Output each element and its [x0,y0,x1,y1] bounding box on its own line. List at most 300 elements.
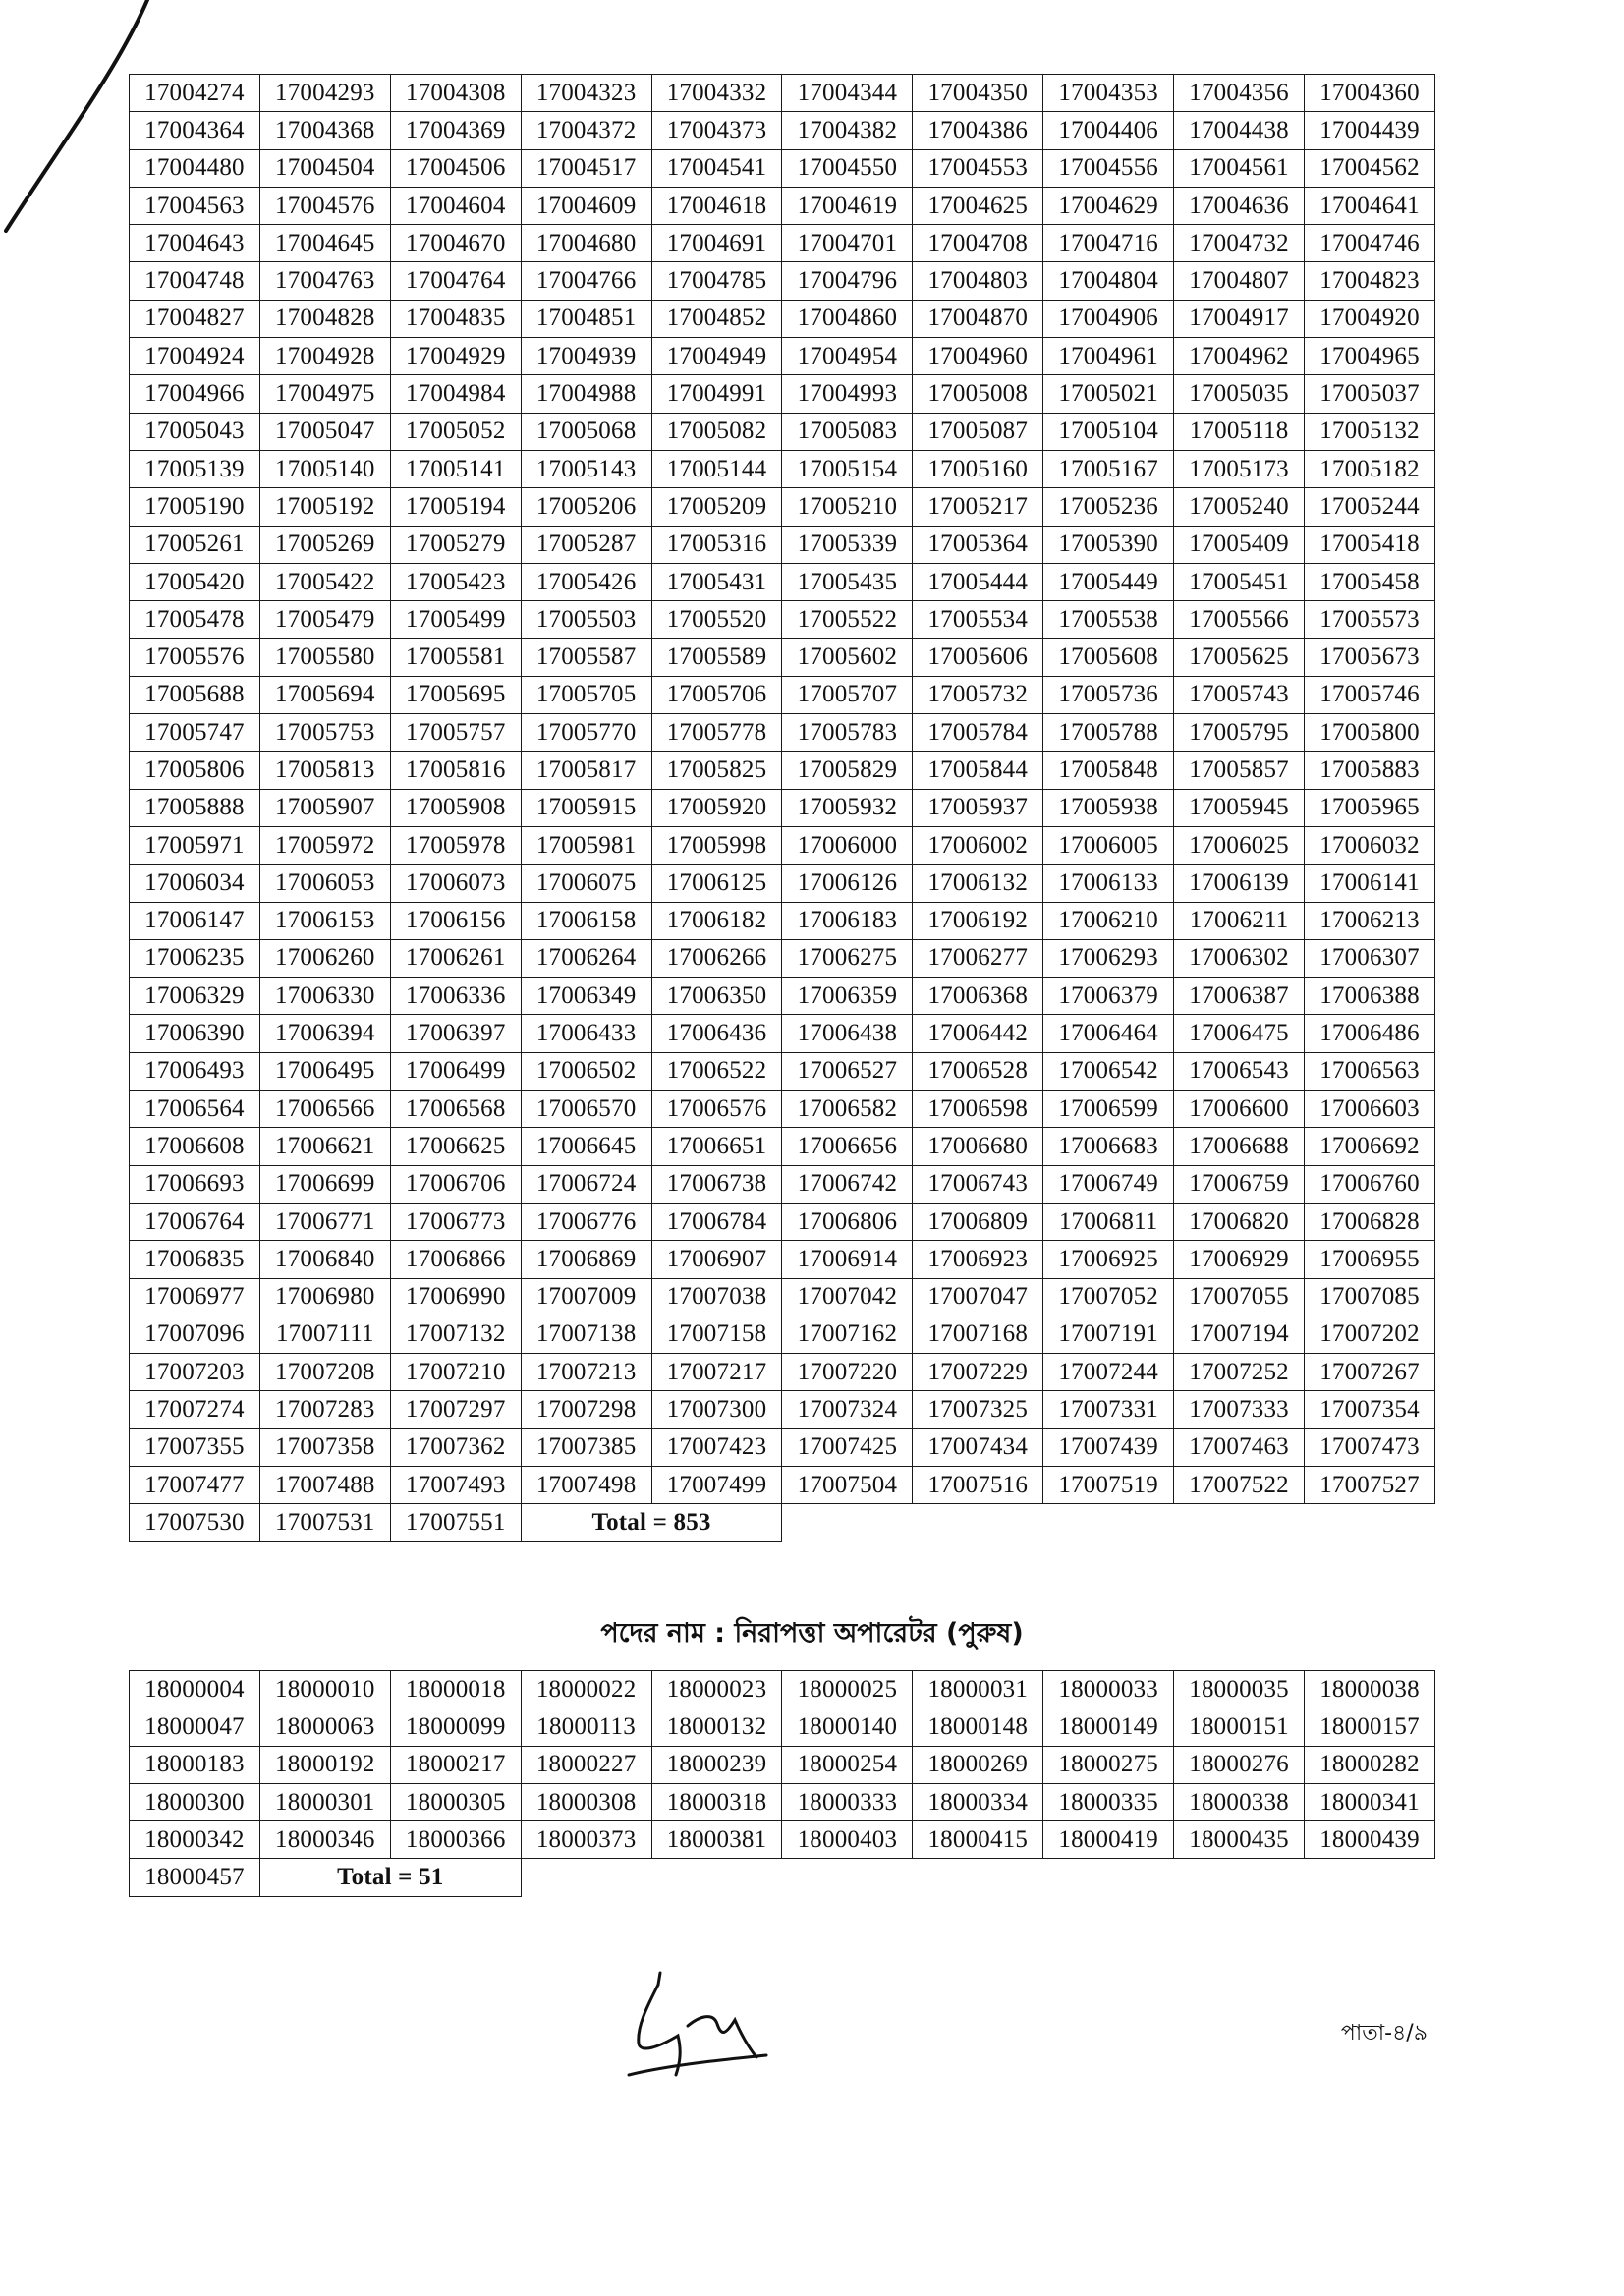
empty-cell [1174,1504,1305,1541]
roll-number-cell: 17005035 [1174,375,1305,413]
roll-number-cell: 17005269 [259,526,390,563]
table-row [130,676,1435,713]
roll-number-cell: 17006828 [1305,1203,1435,1240]
roll-number-cell: 17005589 [651,639,782,676]
roll-number-cell: 17004618 [651,187,782,224]
roll-number-cell: 17006656 [782,1128,913,1165]
roll-number-cell: 17006680 [913,1128,1043,1165]
table-row [130,826,1435,864]
roll-number-cell: 17007522 [1174,1466,1305,1503]
roll-number-cell: 17006235 [130,939,260,977]
roll-number-cell: 17005008 [913,375,1043,413]
roll-number-cell: 17006692 [1305,1128,1435,1165]
roll-number-cell: 17004852 [651,300,782,337]
roll-number-cell: 17004604 [390,187,521,224]
roll-number-table-2 [129,1670,1435,1897]
roll-number-cell: 17004641 [1305,187,1435,224]
roll-number-cell: 17006499 [390,1052,521,1090]
roll-number-cell: 17004373 [651,112,782,149]
roll-number-cell: 17006182 [651,902,782,939]
roll-number-cell: 17006773 [390,1203,521,1240]
roll-number-cell: 17006330 [259,978,390,1015]
roll-number-cell: 17005784 [913,714,1043,752]
roll-number-cell: 17006914 [782,1241,913,1278]
roll-number-cell: 17006990 [390,1278,521,1316]
roll-number-cell: 17007194 [1174,1316,1305,1353]
roll-number-cell: 17006388 [1305,978,1435,1015]
table-row [130,1354,1435,1391]
roll-number-cell: 17005817 [521,752,651,789]
roll-number-cell: 17005788 [1043,714,1174,752]
roll-number-cell: 18000318 [651,1783,782,1820]
roll-number-cell: 17007244 [1043,1354,1174,1391]
roll-number-cell: 17004807 [1174,262,1305,300]
table-row [130,526,1435,563]
roll-number-cell: 17005829 [782,752,913,789]
table-row [130,1203,1435,1240]
roll-number-cell: 18000275 [1043,1746,1174,1783]
roll-number-cell: 17004561 [1174,149,1305,187]
roll-number-cell: 17004961 [1043,338,1174,375]
roll-number-cell: 17005021 [1043,375,1174,413]
table-row [130,1052,1435,1090]
roll-number-cell: 17005800 [1305,714,1435,752]
roll-number-cell: 17005478 [130,601,260,639]
roll-number-cell: 18000151 [1174,1708,1305,1746]
roll-number-cell: 17006621 [259,1128,390,1165]
roll-number-cell: 18000239 [651,1746,782,1783]
empty-cell [913,1504,1043,1541]
roll-number-cell: 17005339 [782,526,913,563]
roll-number-cell: 17007297 [390,1391,521,1428]
table-row [130,789,1435,826]
roll-number-cell: 17006809 [913,1203,1043,1240]
roll-number-cell: 17006126 [782,865,913,902]
roll-number-cell: 17004364 [130,112,260,149]
roll-number-cell: 17006866 [390,1241,521,1278]
roll-number-cell: 18000373 [521,1821,651,1859]
roll-number-cell: 17006025 [1174,826,1305,864]
roll-number-cell: 18000403 [782,1821,913,1859]
roll-number-cell: 17005431 [651,563,782,600]
roll-number-cell: 17006502 [521,1052,651,1090]
roll-number-cell: 17006002 [913,826,1043,864]
roll-number-cell: 17006397 [390,1015,521,1052]
roll-number-cell: 17005907 [259,789,390,826]
roll-number-cell: 17006277 [913,939,1043,977]
roll-number-cell: 17004929 [390,338,521,375]
total-count-cell: Total = 51 [259,1859,521,1896]
roll-number-cell: 17006293 [1043,939,1174,977]
table-row [130,112,1435,149]
roll-number-cell: 18000025 [782,1671,913,1708]
roll-number-cell: 17007493 [390,1466,521,1503]
roll-number-cell: 17005883 [1305,752,1435,789]
roll-number-cell: 17004670 [390,225,521,262]
empty-cell [913,1859,1043,1896]
roll-number-cell: 17007202 [1305,1316,1435,1353]
empty-cell [782,1504,913,1541]
roll-number-cell: 17006183 [782,902,913,939]
section-heading: পদের নাম : নিরাপত্তা অপারেটর (পুরুষ) [600,1618,1024,1649]
roll-number-cell: 17005695 [390,676,521,713]
roll-number-cell: 17005806 [130,752,260,789]
roll-number-cell: 17006495 [259,1052,390,1090]
table-row [130,939,1435,977]
roll-number-cell: 17004827 [130,300,260,337]
roll-number-cell: 17006743 [913,1165,1043,1203]
roll-number-cell: 17006760 [1305,1165,1435,1203]
roll-number-cell: 17004924 [130,338,260,375]
roll-number-cell: 17006749 [1043,1165,1174,1203]
roll-number-cell: 18000457 [130,1859,260,1896]
roll-number-cell: 17006977 [130,1278,260,1316]
empty-cell [1174,1859,1305,1896]
roll-number-cell: 17006598 [913,1091,1043,1128]
roll-number-cell: 17005144 [651,450,782,487]
roll-number-cell: 17005139 [130,450,260,487]
roll-number-cell: 17006475 [1174,1015,1305,1052]
roll-number-cell: 17004764 [390,262,521,300]
roll-number-cell: 17007498 [521,1466,651,1503]
roll-number-cell: 17006645 [521,1128,651,1165]
roll-number-cell: 17004949 [651,338,782,375]
roll-number-cell: 17005316 [651,526,782,563]
roll-number-cell: 17007009 [521,1278,651,1316]
roll-number-cell: 17005888 [130,789,260,826]
roll-number-cell: 17005209 [651,488,782,526]
roll-number-cell: 17006522 [651,1052,782,1090]
roll-number-cell: 17006073 [390,865,521,902]
roll-number-cell: 17005753 [259,714,390,752]
roll-number-cell: 17004382 [782,112,913,149]
roll-number-cell: 17004308 [390,75,521,112]
roll-number-cell: 17007111 [259,1316,390,1353]
roll-number-cell: 17004323 [521,75,651,112]
roll-number-cell: 17007298 [521,1391,651,1428]
roll-number-cell: 17006486 [1305,1015,1435,1052]
table-row [130,1428,1435,1466]
roll-number-cell: 17004353 [1043,75,1174,112]
roll-number-cell: 17006771 [259,1203,390,1240]
roll-number-cell: 17006600 [1174,1091,1305,1128]
table-row [130,375,1435,413]
roll-number-cell: 17006464 [1043,1015,1174,1052]
table-row [130,262,1435,300]
empty-cell [651,1859,782,1896]
roll-number-cell: 17006543 [1174,1052,1305,1090]
roll-number-cell: 17006307 [1305,939,1435,977]
roll-number-cell: 17004406 [1043,112,1174,149]
roll-number-cell: 17007042 [782,1278,913,1316]
roll-number-cell: 17004553 [913,149,1043,187]
table-row [130,865,1435,902]
roll-number-cell: 17007362 [390,1428,521,1466]
roll-number-cell: 17006811 [1043,1203,1174,1240]
table-row [130,1128,1435,1165]
roll-number-cell: 17005420 [130,563,260,600]
roll-number-cell: 18000217 [390,1746,521,1783]
roll-number-cell: 17006724 [521,1165,651,1203]
roll-number-cell: 17007473 [1305,1428,1435,1466]
roll-number-cell: 17004629 [1043,187,1174,224]
roll-number-cell: 17005732 [913,676,1043,713]
roll-number-cell: 18000023 [651,1671,782,1708]
roll-number-cell: 17006153 [259,902,390,939]
roll-number-cell: 17006379 [1043,978,1174,1015]
roll-number-cell: 17005915 [521,789,651,826]
roll-number-cell: 17006260 [259,939,390,977]
roll-number-cell: 18000334 [913,1783,1043,1820]
roll-number-cell: 17004386 [913,112,1043,149]
roll-number-cell: 17006651 [651,1128,782,1165]
roll-number-cell: 17004804 [1043,262,1174,300]
roll-number-cell: 17006390 [130,1015,260,1052]
empty-cell [1305,1859,1435,1896]
roll-number-cell: 17005182 [1305,450,1435,487]
roll-number-cell: 17005971 [130,826,260,864]
roll-number-cell: 17005422 [259,563,390,600]
roll-number-cell: 17006564 [130,1091,260,1128]
roll-number-table-1 [129,74,1435,1542]
roll-number-cell: 18000004 [130,1671,260,1708]
table-row [130,1783,1435,1820]
roll-number-cell: 17005043 [130,413,260,450]
roll-number-cell: 17005534 [913,601,1043,639]
roll-number-cell: 17006147 [130,902,260,939]
roll-number-cell: 17004576 [259,187,390,224]
roll-number-cell: 17007488 [259,1466,390,1503]
roll-number-cell: 17005945 [1174,789,1305,826]
roll-number-cell: 17007191 [1043,1316,1174,1353]
table-row [130,1466,1435,1503]
roll-number-cell: 17004439 [1305,112,1435,149]
roll-number-cell: 17005426 [521,563,651,600]
roll-number-cell: 17004965 [1305,338,1435,375]
roll-number-cell: 17005932 [782,789,913,826]
roll-number-cell: 17005998 [651,826,782,864]
roll-number-cell: 18000415 [913,1821,1043,1859]
roll-number-cell: 17004966 [130,375,260,413]
roll-number-cell: 17007038 [651,1278,782,1316]
roll-number-cell: 17006759 [1174,1165,1305,1203]
roll-number-cell: 17005746 [1305,676,1435,713]
roll-number-cell: 17005132 [1305,413,1435,450]
roll-number-cell: 17005522 [782,601,913,639]
roll-number-cell: 17006599 [1043,1091,1174,1128]
roll-number-cell: 17006302 [1174,939,1305,977]
roll-number-cell: 17005707 [782,676,913,713]
signature [619,1965,786,2083]
roll-number-cell: 17006032 [1305,826,1435,864]
roll-number-cell: 17005625 [1174,639,1305,676]
roll-number-cell: 18000157 [1305,1708,1435,1746]
roll-number-cell: 17005844 [913,752,1043,789]
roll-number-cell: 17006211 [1174,902,1305,939]
roll-number-cell: 18000346 [259,1821,390,1859]
roll-number-cell: 17005503 [521,601,651,639]
roll-number-cell: 17007516 [913,1466,1043,1503]
roll-number-cell: 17004835 [390,300,521,337]
roll-number-cell: 17006156 [390,902,521,939]
roll-number-cell: 17007463 [1174,1428,1305,1466]
roll-number-cell: 17004984 [390,375,521,413]
roll-number-cell: 17004541 [651,149,782,187]
roll-number-cell: 17005848 [1043,752,1174,789]
roll-number-cell: 17007217 [651,1354,782,1391]
roll-number-cell: 18000140 [782,1708,913,1746]
roll-number-cell: 17004766 [521,262,651,300]
roll-number-cell: 17006742 [782,1165,913,1203]
roll-number-cell: 18000113 [521,1708,651,1746]
roll-number-cell: 17006625 [390,1128,521,1165]
roll-number-cell: 17007530 [130,1504,260,1541]
roll-number-cell: 17007085 [1305,1278,1435,1316]
roll-number-cell: 17006158 [521,902,651,939]
roll-number-cell: 17007527 [1305,1466,1435,1503]
roll-number-cell: 17005240 [1174,488,1305,526]
roll-number-cell: 17004643 [130,225,260,262]
roll-number-cell: 17005580 [259,639,390,676]
roll-number-cell: 17004556 [1043,149,1174,187]
roll-number-cell: 17004350 [913,75,1043,112]
roll-number-cell: 17005190 [130,488,260,526]
table-row [130,187,1435,224]
roll-number-cell: 18000366 [390,1821,521,1859]
roll-number-cell: 17005444 [913,563,1043,600]
roll-number-cell: 17004960 [913,338,1043,375]
roll-number-cell: 17007132 [390,1316,521,1353]
roll-number-cell: 17005287 [521,526,651,563]
roll-number-cell: 17005449 [1043,563,1174,600]
roll-number-cell: 17007208 [259,1354,390,1391]
roll-number-cell: 17005423 [390,563,521,600]
roll-number-cell: 17005140 [259,450,390,487]
table-row [130,413,1435,450]
roll-number-cell: 17004550 [782,149,913,187]
roll-number-cell: 17006000 [782,826,913,864]
roll-number-cell: 17007283 [259,1391,390,1428]
roll-number-cell: 18000381 [651,1821,782,1859]
roll-number-cell: 17005795 [1174,714,1305,752]
table-row [130,902,1435,939]
roll-number-cell: 17007434 [913,1428,1043,1466]
roll-number-cell: 17006132 [913,865,1043,902]
roll-number-cell: 17005118 [1174,413,1305,450]
roll-number-cell: 17006566 [259,1091,390,1128]
roll-number-cell: 18000047 [130,1708,260,1746]
roll-number-cell: 17005978 [390,826,521,864]
roll-number-cell: 17007096 [130,1316,260,1353]
roll-number-cell: 17005160 [913,450,1043,487]
roll-number-cell: 17007252 [1174,1354,1305,1391]
roll-number-cell: 17007519 [1043,1466,1174,1503]
roll-number-cell: 17004506 [390,149,521,187]
roll-number-cell: 17006840 [259,1241,390,1278]
roll-number-cell: 17007138 [521,1316,651,1353]
roll-number-cell: 17007055 [1174,1278,1305,1316]
roll-number-cell: 17005087 [913,413,1043,450]
roll-number-cell: 18000192 [259,1746,390,1783]
roll-number-cell: 17007423 [651,1428,782,1466]
roll-number-cell: 17007267 [1305,1354,1435,1391]
roll-number-cell: 17006738 [651,1165,782,1203]
roll-number-cell: 17006436 [651,1015,782,1052]
roll-number-cell: 17006275 [782,939,913,977]
roll-number-cell: 17004975 [259,375,390,413]
roll-number-cell: 17004438 [1174,112,1305,149]
roll-number-cell: 17005736 [1043,676,1174,713]
roll-number-cell: 17004763 [259,262,390,300]
roll-number-cell: 17006835 [130,1241,260,1278]
roll-number-cell: 17004746 [1305,225,1435,262]
table-row [130,1708,1435,1746]
roll-number-cell: 17007325 [913,1391,1043,1428]
roll-number-cell: 17006582 [782,1091,913,1128]
roll-number-cell: 17004860 [782,300,913,337]
roll-number-cell: 17005908 [390,789,521,826]
roll-number-cell: 17006493 [130,1052,260,1090]
roll-number-cell: 17005499 [390,601,521,639]
roll-number-cell: 17005083 [782,413,913,450]
roll-number-cell: 17006210 [1043,902,1174,939]
roll-number-cell: 17005037 [1305,375,1435,413]
roll-number-cell: 17005608 [1043,639,1174,676]
table-row [130,601,1435,639]
roll-number-cell: 17005047 [259,413,390,450]
roll-number-cell: 17005938 [1043,789,1174,826]
roll-number-cell: 17005857 [1174,752,1305,789]
roll-number-cell: 17007355 [130,1428,260,1466]
roll-number-cell: 17005538 [1043,601,1174,639]
roll-number-cell: 17004920 [1305,300,1435,337]
roll-number-cell: 18000305 [390,1783,521,1820]
roll-number-cell: 17007385 [521,1428,651,1466]
roll-number-cell: 18000035 [1174,1671,1305,1708]
roll-number-cell: 17005757 [390,714,521,752]
roll-number-cell: 17006806 [782,1203,913,1240]
empty-cell [1043,1504,1174,1541]
roll-number-cell: 18000300 [130,1783,260,1820]
roll-number-cell: 17005154 [782,450,913,487]
roll-number-cell: 17006350 [651,978,782,1015]
table-row [130,1391,1435,1428]
roll-number-cell: 17006980 [259,1278,390,1316]
roll-number-cell: 17007477 [130,1466,260,1503]
roll-number-cell: 17007210 [390,1354,521,1391]
roll-number-cell: 17004369 [390,112,521,149]
roll-number-cell: 17005965 [1305,789,1435,826]
roll-number-cell: 17007047 [913,1278,1043,1316]
roll-number-table-1-body [130,75,1435,1542]
roll-number-cell: 17006923 [913,1241,1043,1278]
roll-number-cell: 17007551 [390,1504,521,1541]
roll-number-cell: 17005813 [259,752,390,789]
roll-number-cell: 17005206 [521,488,651,526]
roll-number-cell: 18000018 [390,1671,521,1708]
roll-number-cell: 17004480 [130,149,260,187]
roll-number-cell: 17006368 [913,978,1043,1015]
roll-number-cell: 17004701 [782,225,913,262]
roll-number-cell: 17005981 [521,826,651,864]
roll-number-cell: 17004619 [782,187,913,224]
roll-number-cell: 17004563 [130,187,260,224]
roll-number-cell: 17004828 [259,300,390,337]
roll-number-cell: 18000183 [130,1746,260,1783]
roll-number-cell: 17007425 [782,1428,913,1466]
roll-number-cell: 17004372 [521,112,651,149]
roll-number-cell: 17006442 [913,1015,1043,1052]
